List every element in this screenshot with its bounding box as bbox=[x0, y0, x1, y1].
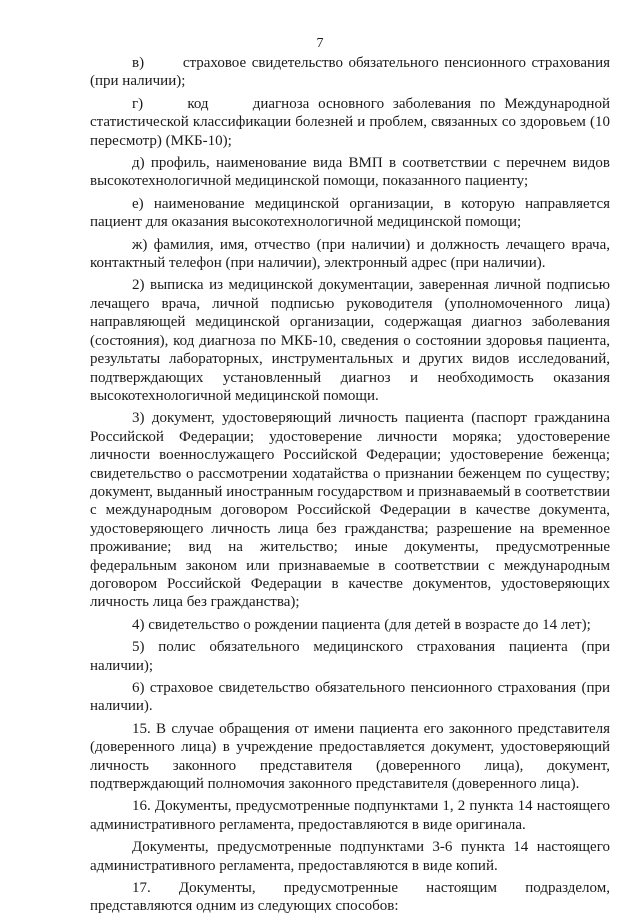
paragraph-item-g: г) код диагноза основного заболевания по Международной статистической классификации болезней и проблем, связанных со здоровьем (10 пересмотр) (МКБ-10); bbox=[90, 95, 610, 149]
page-number: 7 bbox=[316, 36, 324, 51]
paragraph-item-5: 5) полис обязательного медицинского страхования пациента (при наличии); bbox=[90, 639, 610, 674]
paragraph-item-v: в) страховое свидетельство обязательного пенсионного страхования (при наличии); bbox=[90, 55, 610, 90]
document-body bbox=[90, 54, 610, 920]
paragraph-item-3: 3) документ, удостоверяющий личность пациента (паспорт гражданина Российской Федерации; удостоверение личности моряка; удостоверение личности военнослужащего Российской Федерации; удостоверение беженца; свидетельство о рассмотрении ходатайства о признании беженцем по существу; документ, выданный иностранным государством и признаваемый в соответствии с международным договором Российской Федерации в качестве документа, удостоверяющего личность лица без гражданства; разрешение на временное проживание; вид на жительство; иные документы, предусмотренные федеральным законом или признаваемые в соответствии с международным договором Российской Федерации в качестве документов, удостоверяющих личность лица без гражданства); bbox=[90, 410, 610, 611]
paragraph-item-4: 4) свидетельство о рождении пациента (для детей в возрасте до 14 лет); bbox=[132, 616, 591, 633]
paragraph-section-15: 15. В случае обращения от имени пациента его законного представителя (доверенного лица) в учреждение предоставляется документ, удостоверяющий личность законного представителя (доверенного лица), документ, подтверждающий полномочия законного представителя (доверенного лица). bbox=[90, 720, 610, 793]
paragraph-section-16: 16. Документы, предусмотренные подпунктами 1, 2 пункта 14 настоящего административного регламента, предоставляются в виде оригинала. bbox=[90, 798, 610, 833]
paragraph-item-zh: ж) фамилия, имя, отчество (при наличии) и должность лечащего врача, контактный телефон (при наличии), электронный адрес (при наличии). bbox=[90, 236, 610, 272]
paragraph-item-2: 2) выписка из медицинской документации, заверенная личной подписью лечащего врача, личной подписью руководителя (уполномоченного лица) направляющей медицинской организации, содержащая диагноз заболевания (состояния), код диагноза по МКБ-10, сведения о состоянии здоровья пациента, результаты лабораторных, инструментальных и других видов исследований, подтверждающих установленный диагноз и необходимость оказания высокотехнологичной медицинской помощи. bbox=[90, 277, 610, 404]
paragraph-item-6: 6) страховое свидетельство обязательного пенсионного страхования (при наличии). bbox=[90, 680, 610, 715]
paragraph-section-17: 17. Документы, предусмотренные настоящим подразделом, представляются одним из следующих способов: bbox=[90, 880, 610, 915]
paragraph-item-d: д) профиль, наименование вида ВМП в соответствии с перечнем видов высокотехнологичной медицинской помощи, показанного пациенту; bbox=[90, 155, 610, 190]
paragraph-copies: Документы, предусмотренные подпунктами 3-6 пункта 14 настоящего административного регламента, предоставляются в виде копий. bbox=[90, 839, 610, 874]
paragraph-item-e: е) наименование медицинской организации, в которую направляется пациент для оказания высокотехнологичной медицинской помощи; bbox=[90, 195, 610, 231]
